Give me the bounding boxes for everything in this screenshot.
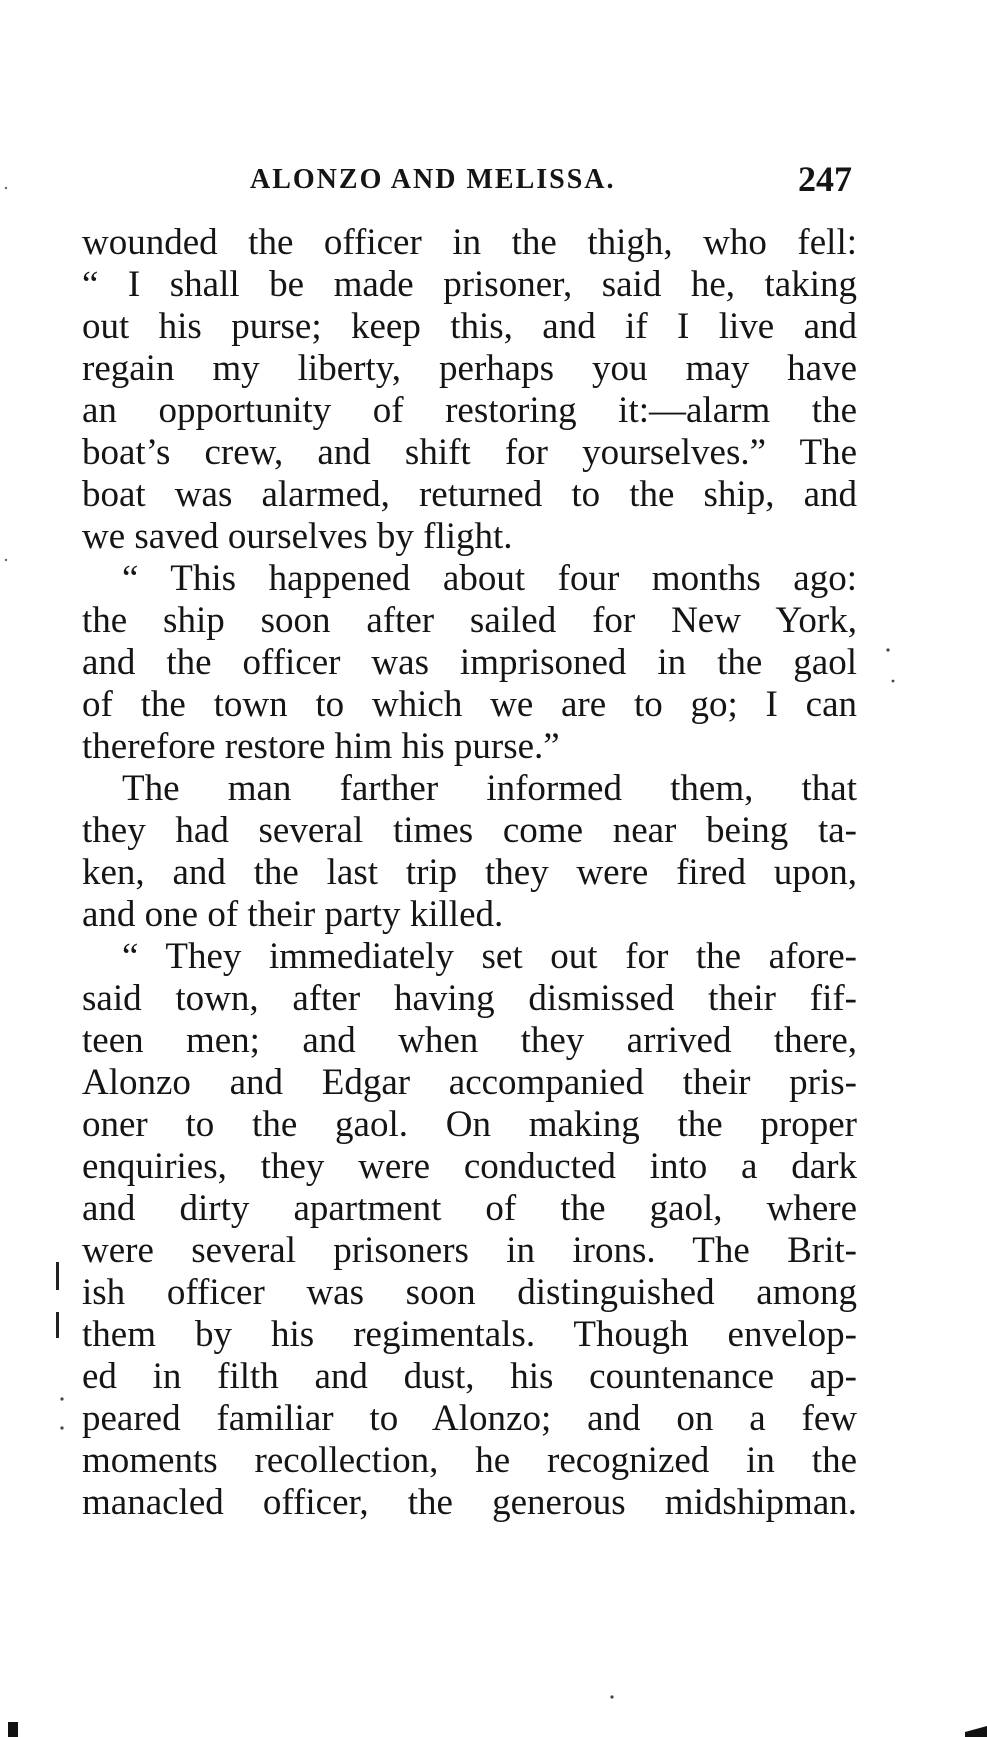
text-line: moments recollection, he recognized in the: [82, 1440, 857, 1481]
text-line: and dirty apartment of the gaol, where: [82, 1188, 857, 1229]
text-line: teen men; and when they arrived there,: [82, 1020, 857, 1061]
text-line: “ This happened about four months ago:: [122, 558, 857, 599]
text-line: them by his regimentals. Though envelop-: [82, 1314, 857, 1355]
text-line: regain my liberty, perhaps you may have: [82, 348, 857, 389]
text-line: an opportunity of restoring it:—alarm the: [82, 390, 857, 431]
text-line: oner to the gaol. On making the proper: [82, 1104, 857, 1145]
text-line: The man farther informed them, that: [122, 768, 857, 809]
text-line: and one of their party killed.: [82, 894, 504, 935]
corner-mark: [8, 1722, 18, 1737]
dust-speck: [5, 559, 7, 561]
text-line: we saved ourselves by flight.: [82, 516, 513, 557]
running-title: ALONZO AND MELISSA.: [250, 164, 616, 195]
page-number: 247: [798, 159, 852, 199]
text-line: enquiries, they were conducted into a dark: [82, 1146, 857, 1187]
text-line: ken, and the last trip they were fired upon,: [82, 852, 857, 893]
body-text: [82, 222, 857, 1524]
text-line: ish officer was soon distinguished among: [82, 1272, 857, 1313]
text-line: they had several times come near being ta-: [82, 810, 857, 851]
text-line: the ship soon after sailed for New York,: [82, 600, 857, 641]
margin-mark: [56, 1262, 59, 1290]
text-line: were several prisoners in irons. The Brit-: [82, 1230, 857, 1271]
text-line: and the officer was imprisoned in the gaol: [82, 642, 857, 683]
running-head: [250, 158, 852, 204]
dust-speck: [892, 680, 895, 683]
text-line: “ They immediately set out for the afore-: [122, 936, 857, 977]
text-line: ed in filth and dust, his countenance ap-: [82, 1356, 857, 1397]
text-line: said town, after having dismissed their fif-: [82, 978, 857, 1019]
corner-mark: [965, 1726, 987, 1737]
dust-speck: [610, 1695, 613, 1698]
dust-speck: [886, 648, 889, 651]
dust-speck: [60, 1426, 63, 1429]
dust-speck: [5, 187, 7, 189]
text-line: boat’s crew, and shift for yourselves.” The: [82, 432, 857, 473]
text-line: peared familiar to Alonzo; and on a few: [82, 1398, 857, 1439]
text-line: of the town to which we are to go; I can: [82, 684, 857, 725]
margin-mark: [56, 1312, 59, 1338]
text-line: therefore restore him his purse.”: [82, 726, 560, 767]
text-line: out his purse; keep this, and if I live and: [82, 306, 857, 347]
text-line: manacled officer, the generous midshipman.: [82, 1482, 857, 1523]
text-line: Alonzo and Edgar accompanied their pris-: [82, 1062, 857, 1103]
dust-speck: [60, 1397, 63, 1400]
text-line: boat was alarmed, returned to the ship, and: [82, 474, 857, 515]
text-line: wounded the officer in the thigh, who fell:: [82, 222, 857, 263]
text-line: “ I shall be made prisoner, said he, taking: [82, 264, 857, 305]
